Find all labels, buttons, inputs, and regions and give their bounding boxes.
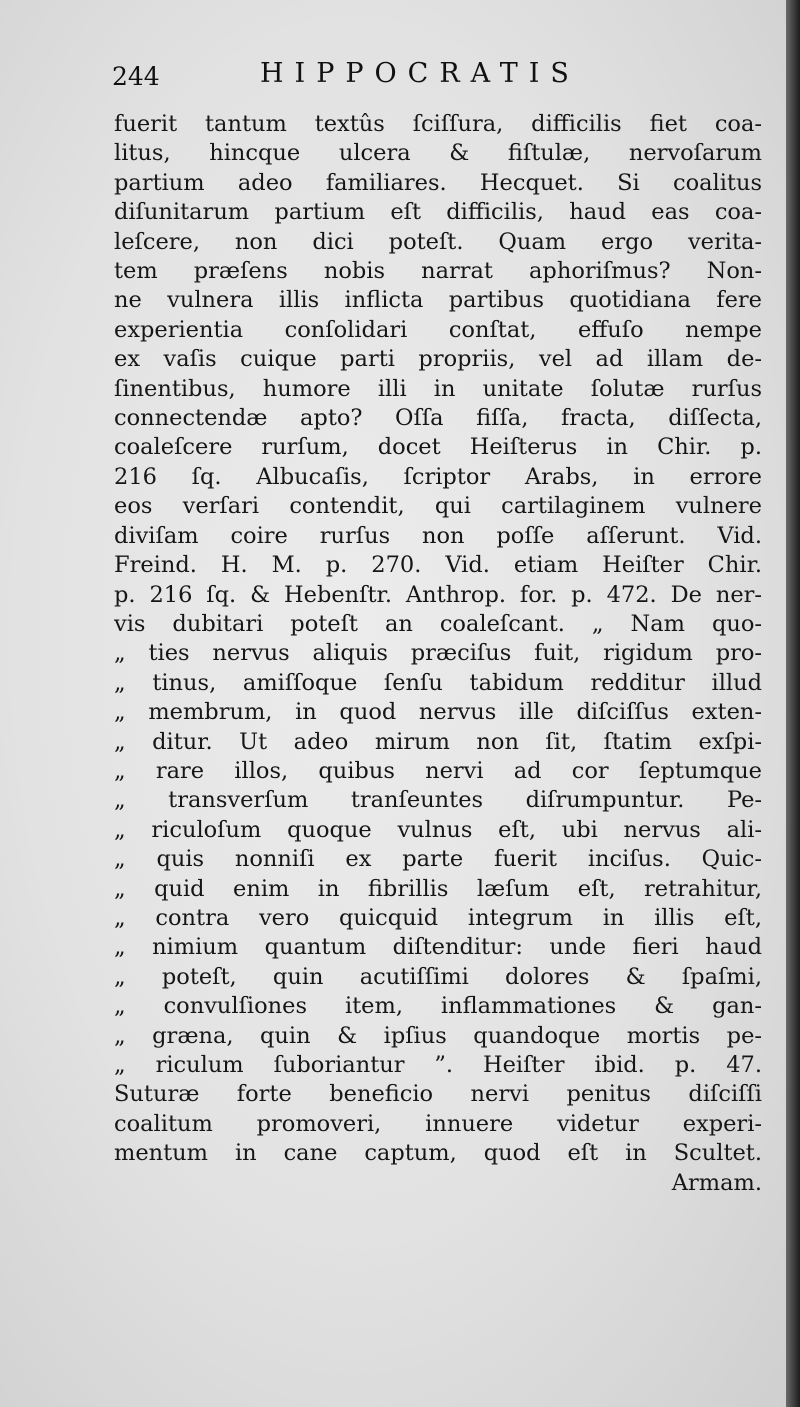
text-line: mentum in cane captum, quod eſt in Scultet. — [114, 1140, 762, 1167]
text-line: eos verſari contendit, qui cartilaginem vulnere — [114, 493, 762, 520]
body-text — [114, 110, 762, 1198]
text-line: Suturæ forte beneficio nervi penitus diſciſſi — [114, 1081, 762, 1108]
text-line: diviſam coire rurſus non poſſe aſſerunt. Vid. — [114, 522, 762, 549]
text-line: Freind. H. M. p. 270. Vid. etiam Heiſter Chir. — [114, 552, 762, 579]
text-line: leſcere, non dici poteſt. Quam ergo verita- — [114, 228, 762, 255]
text-line: vis dubitari poteſt an coaleſcant. „ Nam quo- — [114, 610, 762, 637]
page-edge-shadow — [786, 0, 800, 1407]
quoted-line: „ rare illos, quibus nervi ad cor ſeptumque — [114, 757, 762, 784]
text-line: ne vulnera illis inflicta partibus quotidiana fere — [114, 287, 762, 314]
quoted-line: „ nimium quantum diſtenditur: unde fieri haud — [114, 934, 762, 961]
text-line: p. 216 ſq. & Hebenſtr. Anthrop. for. p. 472. De ner- — [114, 581, 762, 608]
text-line: diſunitarum partium eſt difficilis, haud eas coa- — [114, 199, 762, 226]
quoted-line: „ ditur. Ut adeo mirum non ſit, ſtatim exſpi- — [114, 728, 762, 755]
page-header — [112, 54, 712, 94]
text-line: ex vaſis cuique parti propriis, vel ad illam de- — [114, 346, 762, 373]
quoted-line: „ poteſt, quin acutiſſimi dolores & ſpaſmi, — [114, 963, 762, 990]
text-line: partium adeo familiares. Hecquet. Si coalitus — [114, 169, 762, 196]
quoted-line: „ contra vero quicquid integrum in illis eſt, — [114, 904, 762, 931]
quoted-line: „ membrum, in quod nervus ille diſciſſus exten- — [114, 699, 762, 726]
text-line: coalitum promoveri, innuere videtur experi- — [114, 1110, 762, 1137]
quoted-line: „ ties nervus aliquis præciſus fuit, rigidum pro- — [114, 640, 762, 667]
text-line: coaleſcere rurſum, docet Heiſterus in Chir. p. — [114, 434, 762, 461]
running-title: HIPPOCRATIS — [260, 58, 580, 89]
quoted-line: „ convulſiones item, inflammationes & gan- — [114, 993, 762, 1020]
text-line: ſinentibus, humore illi in unitate ſolutæ rurſus — [114, 375, 762, 402]
quoted-line: „ quid enim in fibrillis læſum eſt, retrahitur, — [114, 875, 762, 902]
quoted-line: „ riculoſum quoque vulnus eſt, ubi nervus ali- — [114, 816, 762, 843]
catchword: Armam. — [671, 1169, 762, 1196]
page-number: 244 — [112, 62, 160, 91]
quoted-line: „ græna, quin & ipſius quandoque mortis pe- — [114, 1022, 762, 1049]
text-line: 216 ſq. Albucaſis, ſcriptor Arabs, in errore — [114, 463, 762, 490]
text-line: fuerit tantum textûs ſciſſura, difficilis fiet coa- — [114, 111, 762, 137]
text-line: connectendæ apto? Oſſa fiſſa, fracta, diſſecta, — [114, 405, 762, 432]
text-line: experientia conſolidari conſtat, effuſo nempe — [114, 316, 762, 343]
quoted-line: „ quis nonniſi ex parte fuerit inciſus. Quic- — [114, 846, 762, 873]
text-line: litus, hincque ulcera & fiſtulæ, nervoſarum — [114, 140, 762, 167]
quoted-line: „ transverſum tranſeuntes diſrumpuntur. Pe- — [114, 787, 762, 814]
quoted-line: „ riculum ſuboriantur ”. Heiſter ibid. p. 47. — [114, 1052, 762, 1078]
quoted-line: „ tinus, amiſſoque ſenſu tabidum redditur illud — [114, 669, 762, 696]
text-line: tem præſens nobis narrat aphoriſmus? Non- — [114, 258, 762, 285]
